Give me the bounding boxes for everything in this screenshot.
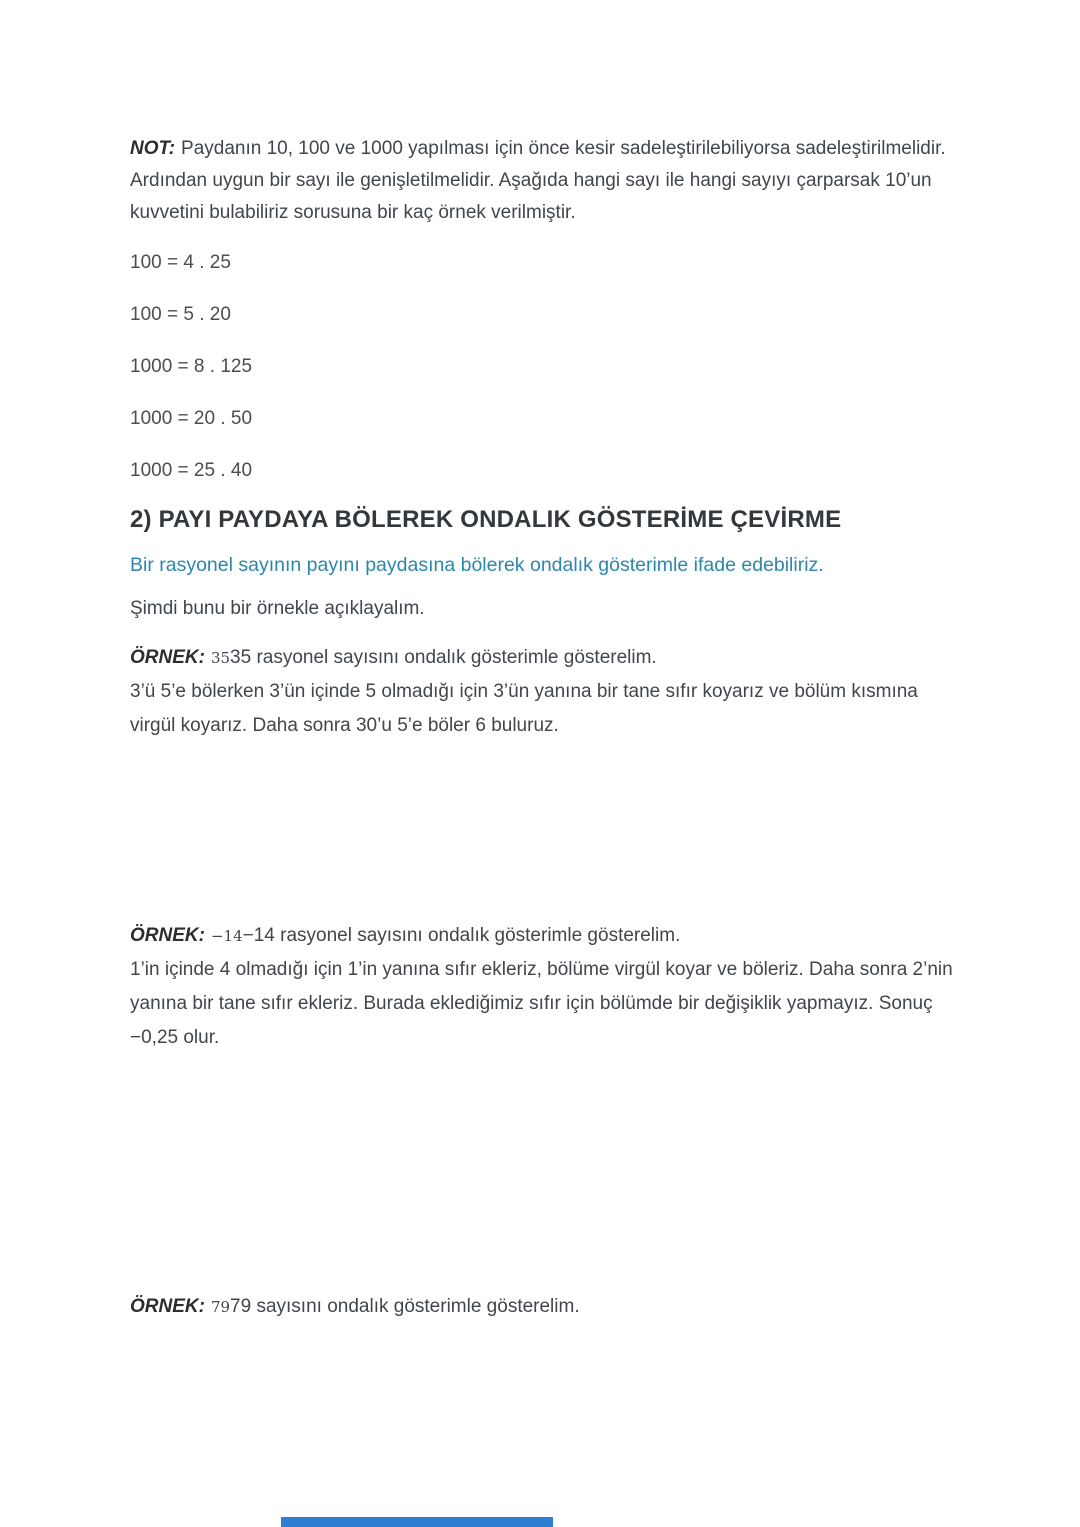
fraction-expression: −14	[210, 927, 243, 945]
example-head-text: rasyonel sayısını ondalık gösterimle gösterelim.	[274, 925, 681, 946]
section-heading: 2) PAYI PAYDAYA BÖLEREK ONDALIK GÖSTERİME ÇEVİRME	[130, 506, 842, 533]
example-head-text: rasyonel sayısını ondalık gösterimle gösterelim.	[251, 647, 657, 668]
fraction-plain: 35	[230, 647, 252, 668]
example-label: ÖRNEK:	[130, 647, 205, 668]
note-paragraph	[130, 133, 954, 229]
equation-line: 1000 = 20 . 50	[130, 408, 253, 429]
intro-sentence: Şimdi bunu bir örnekle açıklayalım.	[130, 598, 425, 619]
equation-line: 1000 = 8 . 125	[130, 356, 253, 377]
equation-line: 100 = 4 . 25	[130, 252, 231, 273]
example-body: 1’in içinde 4 olmadığı için 1’in yanına sıfır ekleriz, bölüme virgül koyar ve böleriz. Daha sonra 2’nin yanına bir tane sıfır ekleriz. Burada eklediğimiz sıfır için bölümde bir değişiklik yapmayız. Sonuç −0,25 olur.	[130, 959, 953, 1048]
bottom-partial-bar	[281, 1517, 553, 1527]
example-head	[130, 1290, 954, 1324]
equation-line: 100 = 5 . 20	[130, 304, 231, 325]
example-head	[130, 919, 954, 953]
lead-sentence: Bir rasyonel sayının payını paydasına bölerek ondalık gösterimle ifade edebiliriz.	[130, 554, 824, 576]
example-body: 3’ü 5’e bölerken 3’ün içinde 5 olmadığı için 3’ün yanına bir tane sıfır koyarız ve bölüm kısmına virgül koyarız. Daha sonra 30’u 5’e böler 6 buluruz.	[130, 681, 918, 736]
document-content	[130, 0, 954, 1324]
example-block	[130, 1290, 954, 1324]
note-label: NOT:	[130, 138, 176, 159]
example-block	[130, 919, 954, 1055]
example-label: ÖRNEK:	[130, 1296, 205, 1317]
note-text: Paydanın 10, 100 ve 1000 yapılması için önce kesir sadeleştirilebiliyorsa sadeleştirilmelidir. Ardından uygun bir sayı ile genişletilmelidir. Aşağıda hangi sayı ile hangi sayıyı çarparsak 10’un kuvvetini bulabiliriz sorusuna bir kaç örnek verilmiştir.	[130, 138, 946, 223]
example-label: ÖRNEK:	[130, 925, 205, 946]
fraction-expression: 35	[210, 649, 231, 667]
equation-line: 1000 = 25 . 40	[130, 460, 253, 481]
example-head	[130, 641, 954, 675]
example-block	[130, 641, 954, 743]
example-head-text: sayısını ondalık gösterimle gösterelim.	[251, 1296, 580, 1317]
fraction-plain: 79	[230, 1296, 252, 1317]
fraction-plain: −14	[242, 925, 275, 946]
fraction-expression: 79	[210, 1298, 231, 1316]
